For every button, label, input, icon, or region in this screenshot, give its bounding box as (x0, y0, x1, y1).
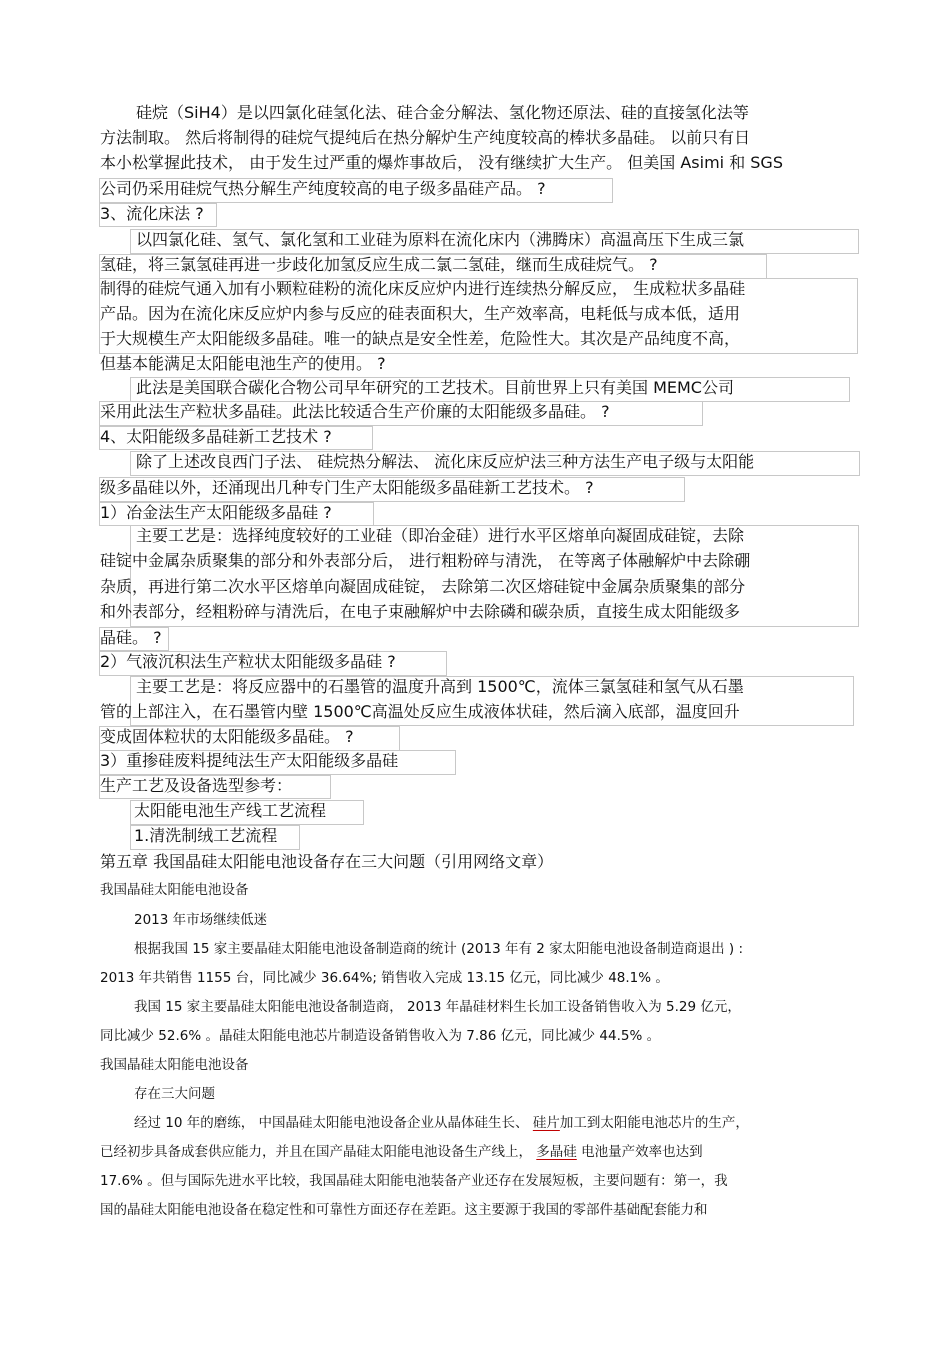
text-line: 存在三大问题 (134, 1086, 215, 1102)
text-line: 硅烷（SiH4）是以四氯化硅氢化法、硅合金分解法、氢化物还原法、硅的直接氢化法等 (136, 103, 749, 122)
subsection-heading: 3）重掺硅废料提纯法生产太阳能级多晶硅 (100, 751, 399, 770)
text-line (100, 1146, 703, 1160)
text-line: 变成固体粒状的太阳能级多晶硅。 ? (100, 727, 354, 746)
text-line: 杂质，再进行第二次水平区熔单向凝固成硅锭， 去除第二次区熔硅锭中金属杂质聚集的部分 (100, 577, 746, 596)
chapter-heading: 第五章 我国晶硅太阳能电池设备存在三大问题（引用网络文章） (100, 852, 554, 871)
text-line: 管的上部注入，在石墨管内壁 1500℃高温处反应生成液体状硅，然后滴入底部，温度回升 (100, 702, 740, 721)
text-line: 采用此法生产粒状多晶硅。此法比较适合生产价廉的太阳能级多晶硅。 ? (100, 402, 610, 421)
text-line: 晶硅。 ? (100, 628, 162, 647)
text-line: 根据我国 15 家主要晶硅太阳能电池设备制造商的统计 (2013 年有 2 家太阳能电池设备制造商退出 ) : (134, 941, 744, 957)
text-line: 于大规模生产太阳能级多晶硅。唯一的缺点是安全性差，危险性大。其次是产品纯度不高， (100, 329, 741, 348)
text-line: 同比减少 52.6% 。晶硅太阳能电池芯片制造设备销售收入为 7.86 亿元，同比减少 44.5% 。 (100, 1028, 661, 1044)
text-line: 除了上述改良西门子法、 硅烷热分解法、 流化床反应炉法三种方法生产电子级与太阳能 (136, 452, 755, 471)
text-line: 本小松掌握此技术， 由于发生过严重的爆炸事故后， 没有继续扩大生产。 但美国 Asimi 和 SGS (100, 153, 783, 172)
text-line: 我国晶硅太阳能电池设备 (100, 882, 249, 898)
text-line: 级多晶硅以外，还涌现出几种专门生产太阳能级多晶硅新工艺技术。 ? (100, 478, 594, 497)
text-run: 电池量产效率也达到 (576, 1144, 703, 1160)
text-line: 1.清洗制绒工艺流程 (134, 826, 278, 845)
subsection-heading: 1）冶金法生产太阳能级多晶硅 ? (100, 503, 332, 522)
text-line: 生产工艺及设备选型参考： (100, 776, 293, 795)
text-line: 主要工艺是：选择纯度较好的工业硅（即冶金硅）进行水平区熔单向凝固成硅锭，去除 (136, 526, 745, 545)
text-line: 2013 年共销售 1155 台，同比减少 36.64%; 销售收入完成 13.15 亿元，同比减少 48.1% 。 (100, 970, 669, 986)
text-line: 我国 15 家主要晶硅太阳能电池设备制造商， 2013 年晶硅材料生长加工设备销售收入为 5.29 亿元， (134, 999, 741, 1015)
text-line: 主要工艺是：将反应器中的石墨管的温度升高到 1500℃，流体三氯氢硅和氢气从石墨 (136, 677, 744, 696)
text-line: 方法制取。 然后将制得的硅烷气提纯后在热分解炉生产纯度较高的棒状多晶硅。 以前只有日 (100, 128, 751, 147)
subsection-heading: 2）气液沉积法生产粒状太阳能级多晶硅 ? (100, 652, 396, 671)
text-line: 太阳能电池生产线工艺流程 (134, 801, 327, 820)
underlined-link[interactable]: 多晶硅 (536, 1144, 577, 1160)
text-line: 以四氯化硅、氢气、氯化氢和工业硅为原料在流化床内（沸腾床）高温高压下生成三氯 (136, 230, 745, 249)
text-line: 但基本能满足太阳能电池生产的使用。 ? (100, 354, 386, 373)
text-line: 17.6% 。但与国际先进水平比较，我国晶硅太阳能电池装备产业还存在发展短板，主要问题有：第一，我 (100, 1173, 728, 1189)
text-run: 经过 10 年的磨练， 中国晶硅太阳能电池设备企业从晶体硅生长、 (134, 1115, 533, 1131)
text-line (134, 1117, 749, 1131)
text-line: 我国晶硅太阳能电池设备 (100, 1057, 249, 1073)
text-line: 和外表部分，经粗粉碎与清洗后，在电子束融解炉中去除磷和碳杂质，直接生成太阳能级多 (100, 602, 741, 621)
text-line: 公司仍采用硅烷气热分解生产纯度较高的电子级多晶硅产品。 ? (100, 179, 546, 198)
text-run: 加工到太阳能电池芯片的生产， (559, 1115, 749, 1131)
text-line: 此法是美国联合碳化合物公司早年研究的工艺技术。目前世界上只有美国 MEMC公司 (136, 378, 734, 397)
text-run: 已经初步具备成套供应能力，并且在国产晶硅太阳能电池设备生产线上， (100, 1144, 537, 1160)
text-line: 硅锭中金属杂质聚集的部分和外表部分后， 进行粗粉碎与清洗， 在等离子体融解炉中去除硼 (100, 551, 751, 570)
text-line: 2013 年市场继续低迷 (134, 912, 268, 928)
text-line: 产品。因为在流化床反应炉内参与反应的硅表面积大，生产效率高，电耗低与成本低，适用 (100, 304, 741, 323)
section-heading: 4、太阳能级多晶硅新工艺技术 ? (100, 427, 332, 446)
text-line: 氢硅，将三氯氢硅再进一步歧化加氢反应生成二氯二氢硅，继而生成硅烷气。 ? (100, 255, 658, 274)
text-line: 国的晶硅太阳能电池设备在稳定性和可靠性方面还存在差距。这主要源于我国的零部件基础配套能力和 (100, 1202, 708, 1218)
section-heading: 3、流化床法 ? (100, 204, 204, 223)
text-line: 制得的硅烷气通入加有小颗粒硅粉的流化床反应炉内进行连续热分解反应， 生成粒状多晶硅 (100, 279, 746, 298)
underlined-link[interactable]: 硅片 (532, 1115, 560, 1131)
